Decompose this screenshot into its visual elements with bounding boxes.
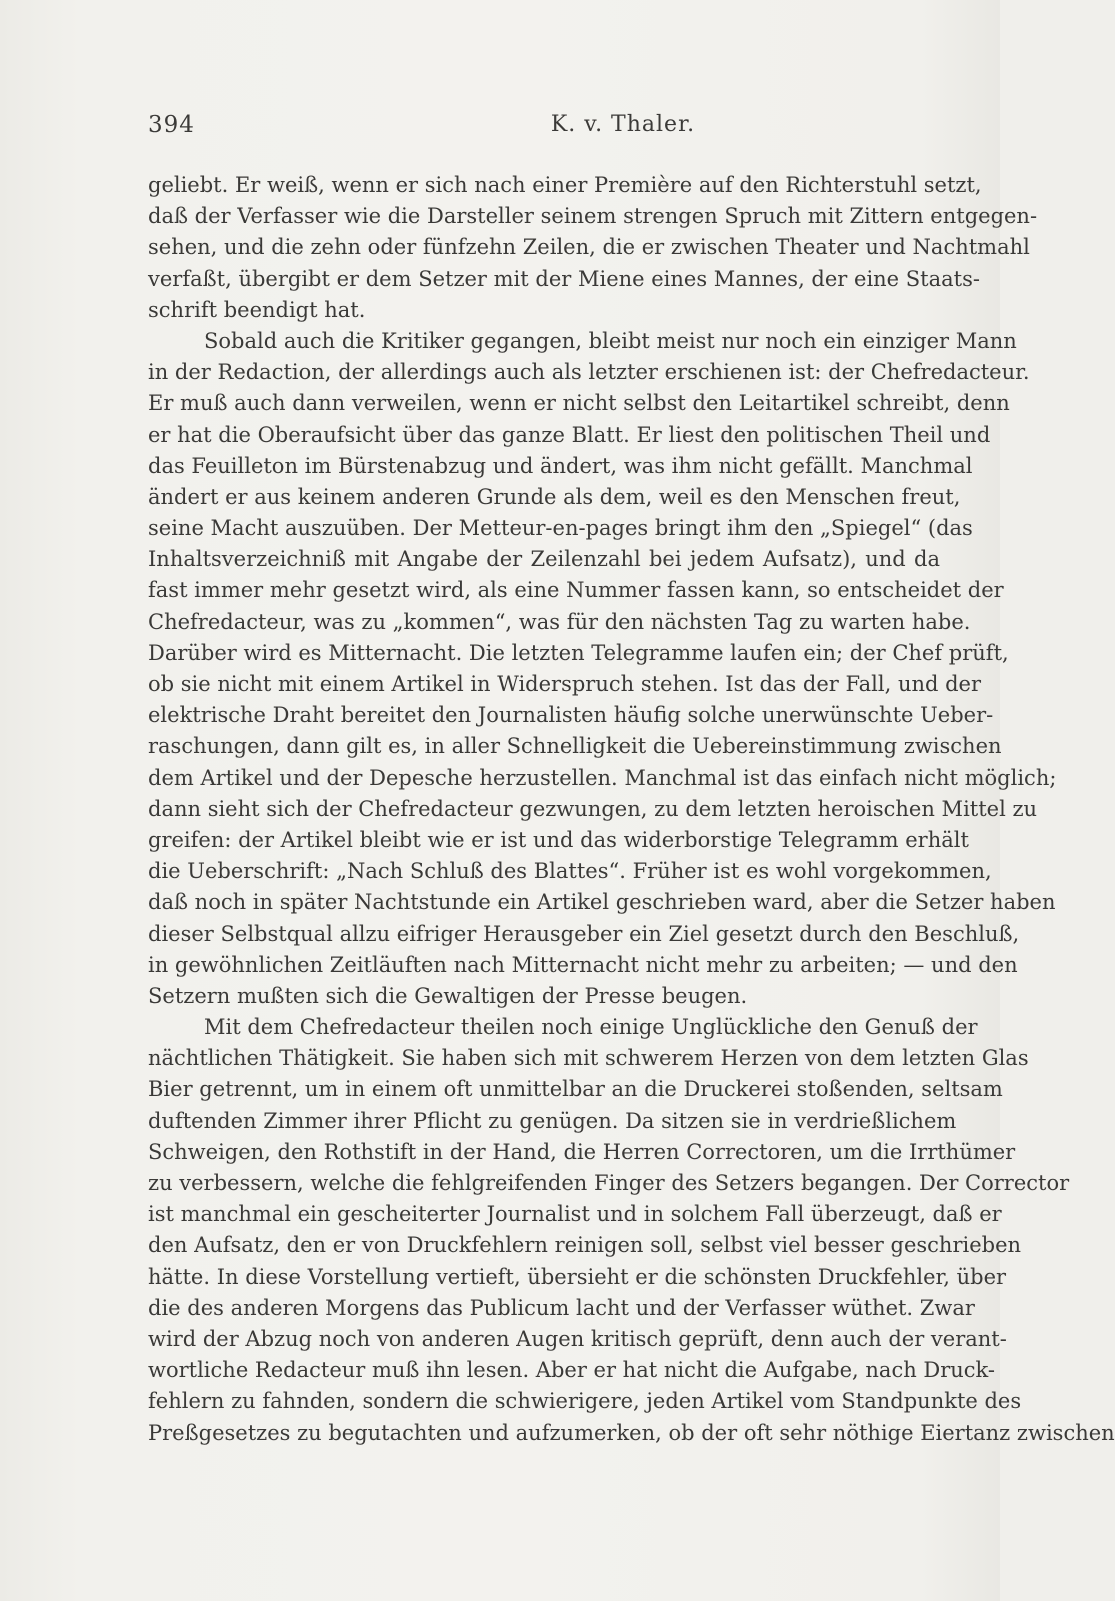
text-line: in gewöhnlichen Zeitläuften nach Mitternacht nicht mehr zu arbeiten; — und den — [148, 952, 1018, 977]
text-line: daß noch in später Nachtstunde ein Artikel geschrieben ward, aber die Setzer haben — [148, 890, 1056, 915]
text-line: Er muß auch dann verweilen, wenn er nicht selbst den Leitartikel schreibt, denn — [148, 391, 1010, 416]
text-line: er hat die Oberaufsicht über das ganze Blatt. Er liest den politischen Theil und — [148, 422, 991, 447]
page-number: 394 — [148, 112, 195, 138]
text-line: ob sie nicht mit einem Artikel in Widerspruch stehen. Ist das der Fall, und der — [148, 672, 982, 696]
text-line: elektrische Draht bereitet den Journalisten häufig solche unerwünschte Ueber- — [148, 703, 994, 728]
text-line: daß der Verfasser wie die Darsteller seinem strengen Spruch mit Zittern entgegen- — [148, 204, 1038, 229]
paragraph — [148, 326, 1057, 1012]
text-line: duftenden Zimmer ihrer Pflicht zu genügen. Da sitzen sie in verdrießlichem — [148, 1108, 957, 1133]
text-line: sehen, und die zehn oder fünfzehn Zeilen, die er zwischen Theater und Nachtmahl — [148, 235, 1030, 260]
text-line: Darüber wird es Mitternacht. Die letzten Telegramme laufen ein; der Chef prüft, — [148, 640, 1009, 665]
text-line: geliebt. Er weiß, wenn er sich nach einer Première auf den Richterstuhl setzt, — [148, 173, 982, 197]
text-line: raschungen, dann gilt es, in aller Schnelligkeit die Uebereinstimmung zwischen — [148, 734, 1002, 759]
text-line: Setzern mußten sich die Gewaltigen der Presse beugen. — [148, 983, 748, 1008]
running-head: K. v. Thaler. — [550, 112, 696, 137]
text-line: ist manchmal ein gescheiterter Journalist und in solchem Fall überzeugt, daß er — [148, 1202, 1002, 1227]
text-line: Bier getrennt, um in einem oft unmittelbar an die Druckerei stoßenden, seltsam — [148, 1077, 1003, 1102]
text-line: Schweigen, den Rothstift in der Hand, die Herren Correctoren, um die Irrthümer — [148, 1139, 1016, 1164]
text-line: seine Macht auszuüben. Der Metteur-en-pages bringt ihm den „Spiegel“ (das — [148, 516, 973, 541]
paragraph — [148, 1012, 1115, 1449]
text-line: Preßgesetzes zu begutachten und aufzumerken, ob der oft sehr nöthige Eiertanz zwischen — [148, 1420, 1115, 1445]
text-line: Mit dem Chefredacteur theilen noch einige Unglückliche den Genuß der — [204, 1015, 978, 1040]
text-line: Chefredacteur, was zu „kommen“, was für den nächsten Tag zu warten habe. — [148, 609, 971, 634]
text-line: fast immer mehr gesetzt wird, als eine Nummer fassen kann, so entscheidet der — [148, 578, 1004, 603]
text-line: Sobald auch die Kritiker gegangen, bleibt meist nur noch ein einziger Mann — [204, 328, 1017, 353]
text-line: Inhaltsverzeichniß mit Angabe der Zeilenzahl bei jedem Aufsatz), und da — [148, 547, 940, 572]
text-line: dieser Selbstqual allzu eifriger Herausgeber ein Ziel gesetzt durch den Beschluß, — [148, 921, 1020, 946]
text-line: das Feuilleton im Bürstenabzug und ändert, was ihm nicht gefällt. Manchmal — [148, 453, 973, 478]
text-line: wird der Abzug noch von anderen Augen kritisch geprüft, denn auch der verant- — [148, 1326, 1007, 1351]
text-line: den Aufsatz, den er von Druckfehlern reinigen soll, selbst viel besser geschrieben — [148, 1233, 1022, 1258]
text-line: nächtlichen Thätigkeit. Sie haben sich mit schwerem Herzen von dem letzten Glas — [148, 1046, 1029, 1071]
paragraph — [148, 170, 1038, 326]
text-line: zu verbessern, welche die fehlgreifenden Finger des Setzers begangen. Der Corrector — [148, 1171, 1070, 1195]
text-line: in der Redaction, der allerdings auch als letzter erschienen ist: der Chefredacteur. — [148, 360, 1030, 385]
text-line: fehlern zu fahnden, sondern die schwierigere, jeden Artikel vom Standpunkte des — [148, 1389, 1022, 1414]
text-line: schrift beendigt hat. — [148, 297, 366, 322]
text-line: verfaßt, übergibt er dem Setzer mit der Miene eines Mannes, der eine Staats- — [148, 266, 980, 291]
text-line: die Ueberschrift: „Nach Schluß des Blattes“. Früher ist es wohl vorgekommen, — [148, 859, 992, 884]
text-line: dem Artikel und der Depesche herzustellen. Manchmal ist das einfach nicht möglich; — [148, 765, 1057, 790]
page-header — [148, 112, 940, 152]
text-line: dann sieht sich der Chefredacteur gezwungen, zu dem letzten heroischen Mittel zu — [148, 796, 1038, 821]
text-line: hätte. In diese Vorstellung vertieft, übersieht er die schönsten Druckfehler, über — [148, 1264, 1007, 1289]
text-line: greifen: der Artikel bleibt wie er ist und das widerborstige Telegramm erhält — [148, 827, 969, 852]
text-line: wortliche Redacteur muß ihn lesen. Aber er hat nicht die Aufgabe, nach Druck- — [148, 1358, 996, 1383]
text-line: die des anderen Morgens das Publicum lacht und der Verfasser wüthet. Zwar — [148, 1295, 975, 1320]
text-line: ändert er aus keinem anderen Grunde als dem, weil es den Menschen freut, — [148, 484, 961, 509]
body-text — [148, 170, 1115, 1449]
